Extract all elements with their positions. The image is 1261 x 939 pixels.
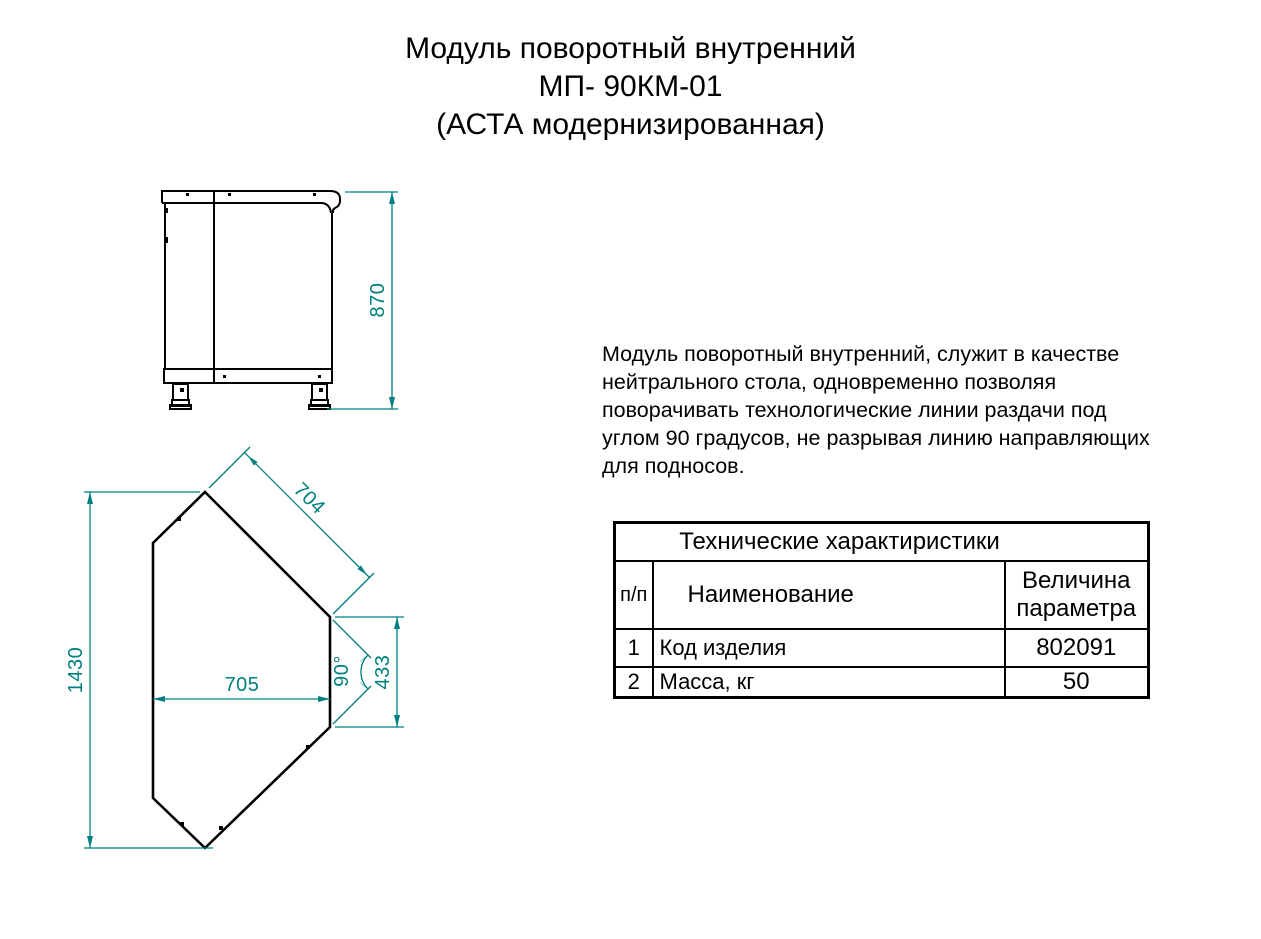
front-view-drawing <box>140 182 415 422</box>
row-value: 50 <box>1005 667 1149 698</box>
column-header-value: Величина параметра <box>1005 561 1149 629</box>
dim-704-label: 704 <box>289 478 330 519</box>
product-title-line-3: (АСТА модернизированная) <box>436 108 825 141</box>
dim-433-label: 433 <box>372 654 394 690</box>
row-name: Код изделия <box>653 629 1005 667</box>
title-block <box>0 30 1261 144</box>
dim-870-label: 870 <box>367 282 389 318</box>
spec-table <box>613 521 1150 699</box>
top-view-outline <box>153 492 330 848</box>
dimension-1430 <box>65 492 213 848</box>
row-num: 1 <box>615 629 653 667</box>
spec-table-title-row <box>615 523 1149 562</box>
spec-table-title: Технические характиристики <box>615 523 1149 562</box>
description-line: углом 90 градусов, не разрывая линию направляющих <box>602 426 1150 450</box>
dimension-90deg <box>331 620 371 724</box>
dimension-705 <box>153 674 330 702</box>
product-title-line-2: МП- 90КМ-01 <box>538 70 723 103</box>
dim-705-label: 705 <box>224 674 260 696</box>
row-value: 802091 <box>1005 629 1149 667</box>
table-row <box>615 667 1149 698</box>
description-text <box>602 340 1250 480</box>
row-num: 2 <box>615 667 653 698</box>
description-line: поворачивать технологические линии раздачи под <box>602 398 1107 422</box>
dim-angle-label: 90° <box>331 655 353 687</box>
description-line: для подносов. <box>602 454 745 478</box>
dim-1430-label: 1430 <box>65 646 87 694</box>
dimension-704 <box>209 447 374 614</box>
table-row <box>615 629 1149 667</box>
top-view-drawing <box>55 438 420 868</box>
column-header-name: Наименование <box>653 561 1005 629</box>
product-title-line-1: Модуль поворотный внутренний <box>405 32 856 65</box>
front-view-outline <box>162 191 340 409</box>
spec-table-header-row <box>615 561 1149 629</box>
column-header-num: п/п <box>615 561 653 629</box>
dimension-870 <box>327 192 398 409</box>
description-line: Модуль поворотный внутренний, служит в качестве <box>602 342 1120 366</box>
description-line: нейтрального стола, одновременно позволяя <box>602 370 1057 394</box>
row-name: Масса, кг <box>653 667 1005 698</box>
